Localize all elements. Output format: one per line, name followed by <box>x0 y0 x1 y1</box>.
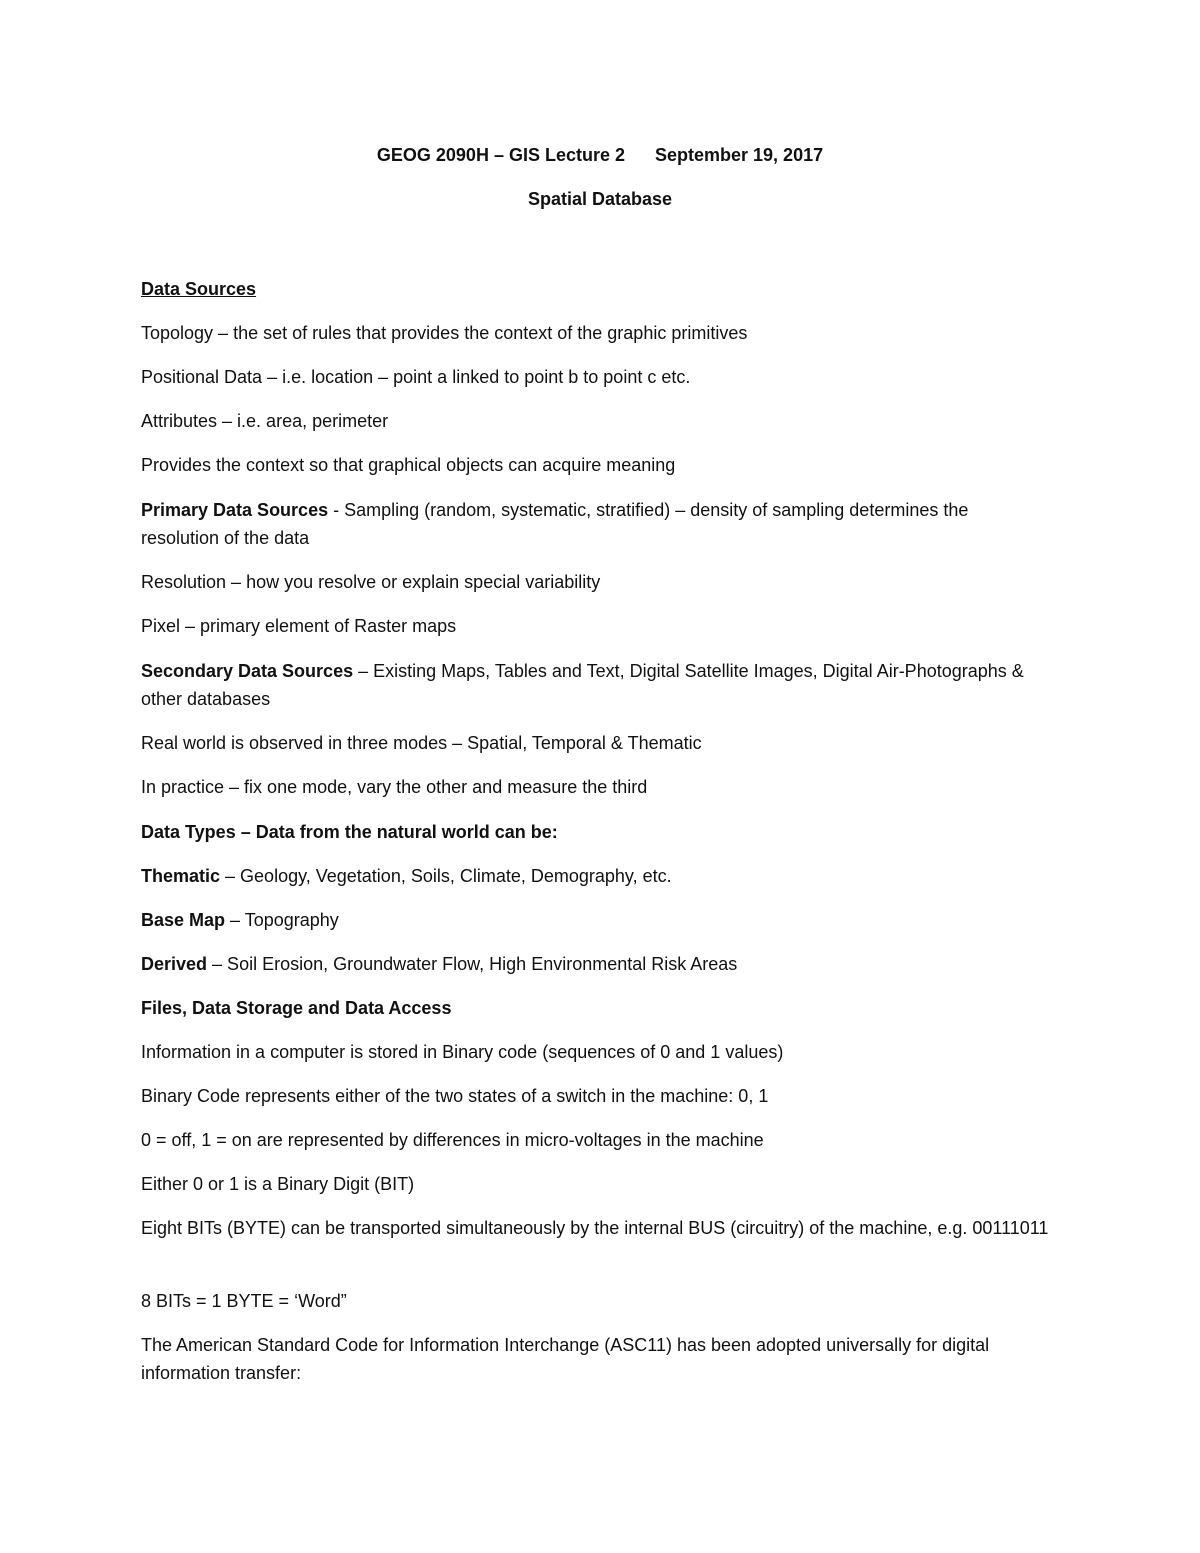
paragraph-thematic <box>141 862 1051 890</box>
section-heading-files: Files, Data Storage and Data Access <box>141 998 452 1018</box>
paragraph-attributes: Attributes – i.e. area, perimeter <box>141 411 389 431</box>
term-text: – Soil Erosion, Groundwater Flow, High Environmental Risk Areas <box>207 954 738 974</box>
paragraph-primary-data-sources <box>141 496 1051 552</box>
term-text: - Sampling (random, systematic, stratified) – density of sampling determines the resolution of the data <box>141 500 969 548</box>
paragraph-information: Information in a computer is stored in Binary code (sequences of 0 and 1 values) <box>141 1042 784 1062</box>
paragraph-binary-code: Binary Code represents either of the two states of a switch in the machine: 0, 1 <box>141 1086 769 1106</box>
paragraph-resolution: Resolution – how you resolve or explain special variability <box>141 572 601 592</box>
paragraph-ascii: The American Standard Code for Information Interchange (ASC11) has been adopted universally for digital information transfer: <box>141 1335 990 1383</box>
paragraph-binary-digit: Either 0 or 1 is a Binary Digit (BIT) <box>141 1174 415 1194</box>
paragraph-topology: Topology – the set of rules that provides the context of the graphic primitives <box>141 323 748 343</box>
section-heading-data-sources <box>141 275 1051 303</box>
term-text: – Existing Maps, Tables and Text, Digital Satellite Images, Digital Air-Photographs & other databases <box>141 661 1024 709</box>
paragraph-base-map <box>141 906 1051 934</box>
term-text: – Topography <box>225 910 339 930</box>
lecture-title: GEOG 2090H – GIS Lecture 2 September 19, 2017 <box>376 145 824 165</box>
paragraph-off-on: 0 = off, 1 = on are represented by differences in micro-voltages in the machine <box>141 1130 764 1150</box>
heading-text: Data Sources <box>141 279 257 299</box>
document-subtitle: Spatial Database <box>527 189 673 209</box>
paragraph-eight-bits: Eight BITs (BYTE) can be transported simultaneously by the internal BUS (circuitry) of the machine, e.g. 00111011 <box>141 1218 1049 1238</box>
paragraph-derived <box>141 950 1051 978</box>
term-label: Thematic <box>141 866 221 886</box>
term-text: – Geology, Vegetation, Soils, Climate, Demography, etc. <box>220 866 672 886</box>
paragraph-provides-context: Provides the context so that graphical objects can acquire meaning <box>141 455 676 475</box>
paragraph-positional-data: Positional Data – i.e. location – point a linked to point b to point c etc. <box>141 367 691 387</box>
paragraph-pixel: Pixel – primary element of Raster maps <box>141 616 457 636</box>
term-label: Derived <box>141 954 208 974</box>
term-label: Primary Data Sources <box>141 500 329 520</box>
term-label: Secondary Data Sources <box>141 661 354 681</box>
paragraph-secondary-data-sources <box>141 657 1051 713</box>
paragraph-real-world: Real world is observed in three modes – Spatial, Temporal & Thematic <box>141 733 702 753</box>
section-heading-data-types: Data Types – Data from the natural world can be: <box>141 822 558 842</box>
paragraph-in-practice: In practice – fix one mode, vary the other and measure the third <box>141 777 648 797</box>
paragraph-byte-word: 8 BITs = 1 BYTE = ‘Word” <box>141 1291 347 1311</box>
term-label: Base Map <box>141 910 226 930</box>
